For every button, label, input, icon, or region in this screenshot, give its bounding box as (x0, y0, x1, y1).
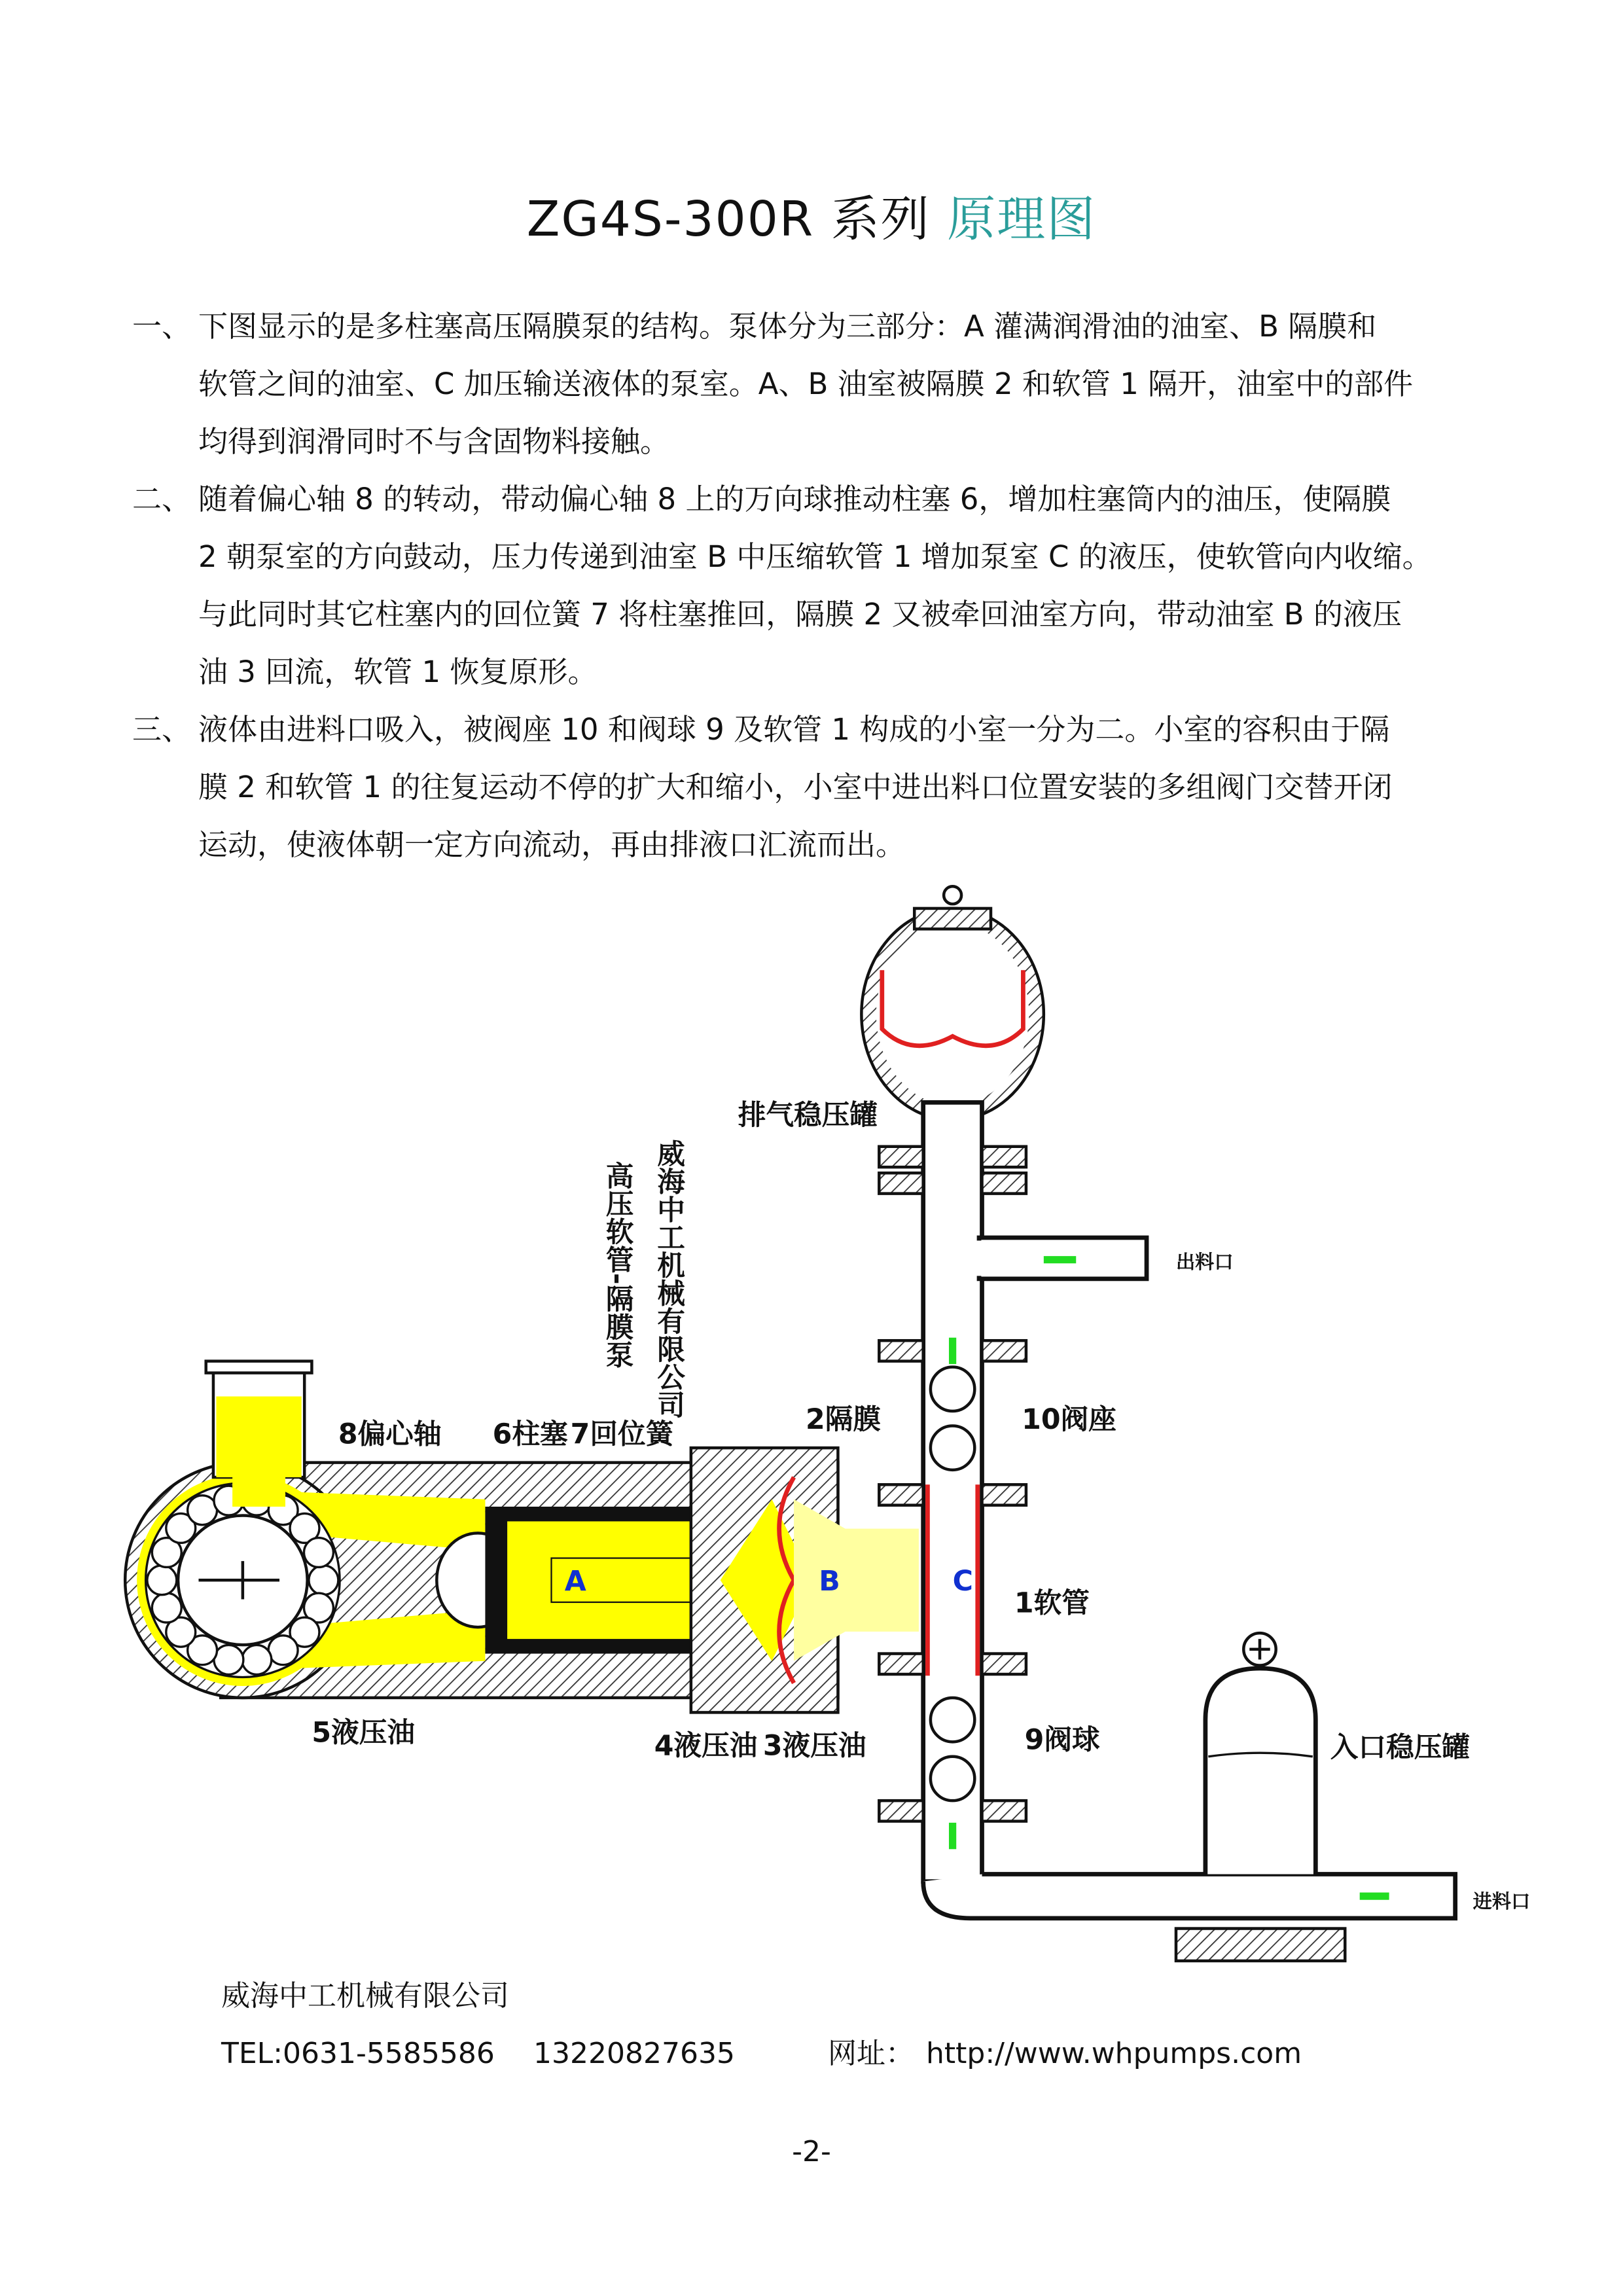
pipe-flange (879, 1340, 923, 1361)
text-line: 2 朝泵室的方向鼓动，压力传递到油室 B 中压缩软管 1 增加泵室 C 的液压，使软管向内收缩。 (198, 539, 1432, 574)
label-diaphragm: 2隔膜 (806, 1403, 882, 1436)
pipe-flange (879, 1484, 923, 1505)
footer-website-label: 网址： (828, 2037, 914, 2070)
bearing-ball (268, 1636, 298, 1665)
text-line: 油 3 回流，软管 1 恢复原形。 (198, 655, 597, 689)
title-accent: 原理图 (947, 191, 1097, 247)
label-chamber-c: C (952, 1564, 973, 1598)
label-valve-ball: 9阀球 (1024, 1723, 1100, 1757)
label-chamber-b: B (819, 1564, 840, 1598)
label-eccentric-shaft: 8偏心轴 (338, 1418, 442, 1451)
pipe-flange (982, 1654, 1026, 1674)
label-oil-3: 3液压油 (762, 1729, 866, 1763)
label-chamber-a: A (564, 1564, 586, 1598)
valve-ball (931, 1757, 974, 1801)
title-main: ZG4S-300R 系列 (526, 191, 931, 247)
label-return-spring: 7回位簧 (570, 1418, 674, 1451)
pipe-flange (982, 1801, 1026, 1821)
label-inlet: 进料口 (1472, 1890, 1531, 1913)
label-plunger: 6柱塞 (492, 1418, 568, 1451)
text-line: 膜 2 和软管 1 的往复运动不停的扩大和缩小，小室中进出料口位置安装的多组阀门交替开闭 (198, 770, 1393, 804)
bearing-ball (309, 1566, 338, 1595)
pipe-flange (982, 1484, 1026, 1505)
pipe-flange (879, 1173, 923, 1193)
text-line: 下图显示的是多柱塞高压隔膜泵的结构。泵体分为三部分：A 灌满润滑油的油室、B 隔膜和 (198, 309, 1377, 344)
label-hose: 1软管 (1014, 1587, 1090, 1620)
text-line: 运动，使液体朝一定方向流动，再由排液口汇流而出。 (198, 827, 906, 862)
bearing-ball (147, 1566, 177, 1595)
bearing-ball (242, 1645, 272, 1674)
bearing-ball (152, 1593, 181, 1623)
bearing-ball (188, 1496, 217, 1525)
page-number: -2- (792, 2135, 831, 2168)
pipe-flange (879, 1147, 923, 1167)
valve-ball (931, 1426, 974, 1469)
label-outlet-tank: 排气稳压罐 (738, 1099, 878, 1132)
valve-ball (931, 1698, 974, 1742)
paragraph-number: 二、 (132, 482, 192, 516)
label-company-vertical: 威海中工机械有限公司 (652, 1139, 686, 1419)
paragraph-number: 三、 (132, 712, 192, 747)
text-line: 随着偏心轴 8 的转动，带动偏心轴 8 上的万向球推动柱塞 6，增加柱塞筒内的油压，使隔膜 (198, 482, 1391, 516)
pipe-flange (879, 1801, 923, 1821)
bearing-ball (214, 1645, 243, 1674)
pipe-flange (982, 1147, 1026, 1167)
bearing-ball (304, 1538, 333, 1568)
label-valve-seat: 10阀座 (1022, 1403, 1116, 1436)
label-product-vertical: 高压软管-隔膜泵 (601, 1161, 634, 1369)
pipe-flange (982, 1340, 1026, 1361)
label-oil-5: 5液压油 (312, 1716, 416, 1749)
text-line: 与此同时其它柱塞内的回位簧 7 将柱塞推回，隔膜 2 又被牵回油室方向，带动油室 B 的液压 (198, 597, 1402, 632)
footer-company: 威海中工机械有限公司 (221, 1979, 509, 2013)
label-inlet-tank: 入口稳压罐 (1330, 1731, 1471, 1764)
label-outlet: 出料口 (1175, 1251, 1234, 1274)
paragraph-number: 一、 (132, 309, 192, 344)
label-oil-4: 4液压油 (654, 1729, 758, 1763)
text-line: 软管之间的油室、C 加压输送液体的泵室。A、B 油室被隔膜 2 和软管 1 隔开，油室中的部件 (198, 367, 1414, 401)
pipe-flange (982, 1173, 1026, 1193)
valve-ball (931, 1367, 974, 1411)
text-line: 液体由进料口吸入，被阀座 10 和阀球 9 及软管 1 构成的小室一分为二。小室的容积由于隔 (198, 712, 1390, 747)
footer-website-link[interactable]: http://www.whpumps.com (926, 2037, 1302, 2070)
pipe-flange (879, 1654, 923, 1674)
text-line: 均得到润滑同时不与含固物料接触。 (198, 424, 670, 459)
footer-mobile: 13220827635 (533, 2037, 735, 2070)
footer-tel: TEL:0631-5585586 (221, 2037, 495, 2070)
